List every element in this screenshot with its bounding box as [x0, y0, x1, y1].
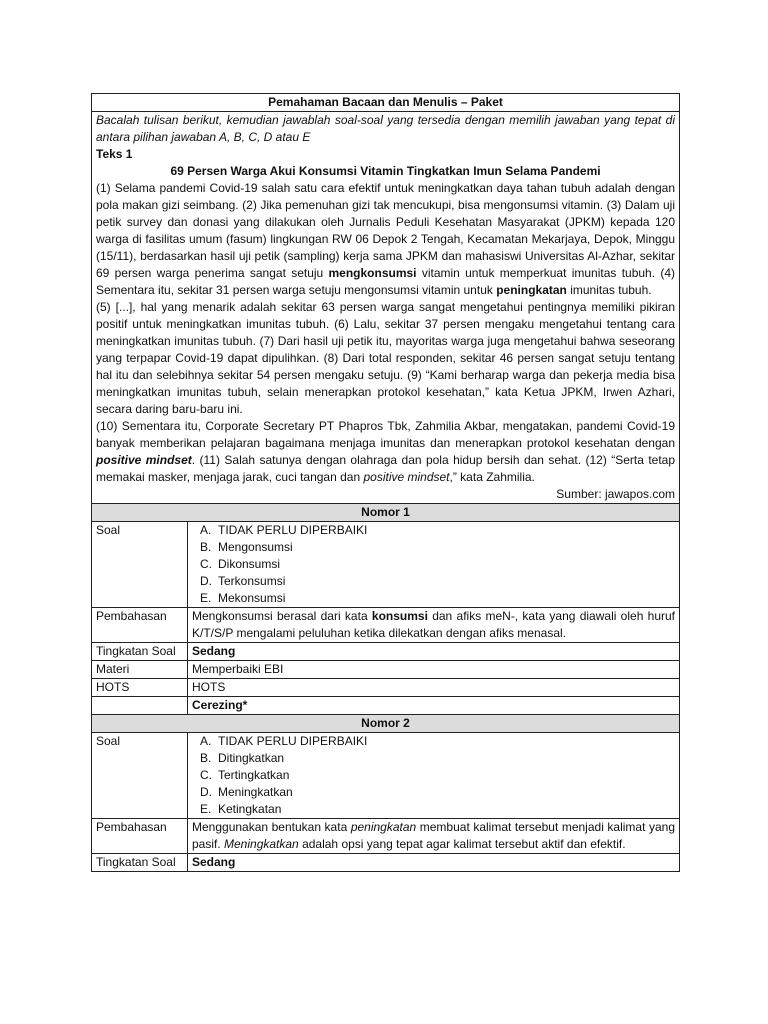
option-text: Ditingkatkan — [218, 751, 285, 765]
option-item — [200, 539, 675, 556]
q1-hots-row — [92, 679, 680, 697]
option-text: TIDAK PERLU DIPERBAIKI — [218, 734, 368, 748]
option-key: D. — [200, 574, 212, 588]
paragraph-3-part: (10) Sementara itu, Corporate Secretary PT Phapros Tbk, Zahmilia Akbar, mengatakan, pandemi Covid-19 banyak memberikan pelajaran bagaimana menjaga imunitas dan menerapkan protokol kesehatan dengan — [96, 419, 676, 450]
q2-header-row — [92, 715, 680, 733]
paragraph-2: (5) [...], hal yang menarik adalah sekitar 63 persen warga sangat mengetahui pentingnya memiliki pikiran positif untuk meningkatkan imunitas tubuh. (6) Lalu, sekitar 37 persen mengaku mengetahui tentang cara meningkatkan imunitas tubuh. (7) Dari hasil uji petik itu, mayoritas warga juga mengetahui bahwa seseorang yang terpapar Covid-19 dapat dipulihkan. (8) Dari total responden, sekitar 46 persen sangat setuju tentang hal itu dan selebihnya sekitar 54 persen mengaku setuju. (9) “Kami berharap warga dan pekerja media bisa meningkatkan imunitas tubuh, selain menerapkan protokol kesehatan,” kata Ketua JPKM, Irwen Azhari, secara daring baru-baru ini. — [96, 300, 676, 416]
q1-options — [192, 522, 675, 607]
paragraph-1 — [96, 180, 675, 299]
q2-tingkatan: Sedang — [188, 854, 680, 872]
option-key: B. — [200, 751, 212, 765]
empty-cell — [92, 697, 188, 715]
option-key: C. — [200, 557, 212, 571]
q1-soal-row — [92, 522, 680, 608]
option-text: Dikonsumsi — [218, 557, 281, 571]
paragraph-3-part: . (11) Salah satunya dengan olahraga dan pola hidup bersih dan sehat. (12) “Serta tetap memakai masker, menjaga jarak, cuci tangan dan — [96, 453, 676, 484]
option-item — [200, 733, 675, 750]
option-text: Mekonsumsi — [218, 591, 286, 605]
pembahasan-part: Mengkonsumsi berasal dari kata — [192, 609, 372, 623]
label-hots: HOTS — [92, 679, 188, 697]
q1-materi-row — [92, 661, 680, 679]
q2-soal-row — [92, 733, 680, 819]
italic-positive-mindset: positive mindset — [363, 470, 450, 484]
paragraph-3 — [96, 418, 675, 486]
pembahasan-part: Menggunakan bentukan kata — [192, 820, 351, 834]
q2-options-cell — [188, 733, 680, 819]
highlight-positive-mindset: positive mindset — [96, 453, 192, 467]
option-key: E. — [200, 802, 212, 816]
q1-materi: Memperbaiki EBI — [188, 661, 680, 679]
document-page — [91, 93, 679, 872]
q1-tingkatan: Sedang — [188, 643, 680, 661]
label-pembahasan: Pembahasan — [92, 819, 188, 854]
q2-header: Nomor 2 — [92, 715, 680, 733]
pembahasan-part: membuat kalimat tersebut menjadi kalimat yang pasif. — [192, 820, 676, 851]
passage-row — [92, 112, 680, 504]
label-materi: Materi — [92, 661, 188, 679]
page-title: Pemahaman Bacaan dan Menulis – Paket — [92, 94, 680, 112]
pembahasan-keyword: konsumsi — [371, 609, 428, 623]
label-tingkatan: Tingkatan Soal — [92, 643, 188, 661]
article-title: 69 Persen Warga Akui Konsumsi Vitamin Tingkatkan Imun Selama Pandemi — [170, 164, 601, 178]
label-soal: Soal — [92, 733, 188, 819]
instruction-text: Bacalah tulisan berikut, kemudian jawablah soal-soal yang tersedia dengan memilih jawaban yang tepat di antara pilihan jawaban A, B, C, D atau E — [96, 113, 676, 144]
q1-hots: HOTS — [188, 679, 680, 697]
q1-tag-row — [92, 697, 680, 715]
option-item — [200, 767, 675, 784]
q1-tingkatan-row — [92, 643, 680, 661]
paragraph-1-part: imunitas tubuh. — [566, 283, 652, 297]
pembahasan-italic: peningkatan — [350, 820, 417, 834]
option-key: B. — [200, 540, 212, 554]
option-text: Meningkatkan — [218, 785, 293, 799]
q1-tag: Cerezing* — [188, 697, 680, 715]
label-pembahasan: Pembahasan — [92, 608, 188, 643]
q2-pembahasan — [188, 819, 680, 854]
option-text: Mengonsumsi — [218, 540, 293, 554]
pembahasan-italic: Meningkatkan — [224, 837, 299, 851]
option-item — [200, 784, 675, 801]
label-soal: Soal — [92, 522, 188, 608]
highlight-peningkatan: peningkatan — [496, 283, 567, 297]
text-label: Teks 1 — [96, 147, 133, 161]
option-key: A. — [200, 523, 212, 537]
pembahasan-part: dan afiks meN-, kata yang diawali oleh huruf K/T/S/P mengalami peluluhan ketika dilekatkan dengan afiks menasal. — [192, 609, 676, 640]
source-credit: Sumber: jawapos.com — [556, 487, 676, 501]
highlight-mengkonsumsi: mengkonsumsi — [328, 266, 417, 280]
q2-options — [192, 733, 675, 818]
option-key: A. — [200, 734, 212, 748]
passage-cell — [92, 112, 680, 504]
paragraph-1-part: (1) Selama pandemi Covid-19 salah satu cara efektif untuk meningkatkan daya tahan tubuh adalah dengan pola makan gizi seimbang. (2) Jika pemenuhan gizi tak mencukupi, bisa mengonsumsi vitamin. (3) Dalam uji petik survey dan donasi yang dilakukan oleh Jurnalis Peduli Kesehatan Masyarakat (JPKM) kepada 120 warga di fasilitas umum (fasum) lingkungan RW 06 Depok 2 Tengah, Kecamatan Mekarjaya, Depok, Minggu (15/11), berdasarkan hasil uji petik (sampling) kerja sama JPKM dan mahasiswi Universitas Al-Azhar, sekitar 69 persen warga penerima sangat setuju — [96, 181, 676, 280]
option-item — [200, 573, 675, 590]
option-key: E. — [200, 591, 212, 605]
option-item — [200, 750, 675, 767]
option-key: D. — [200, 785, 212, 799]
q2-tingkatan-row — [92, 854, 680, 872]
option-text: TIDAK PERLU DIPERBAIKI — [218, 523, 368, 537]
q1-pembahasan-row — [92, 608, 680, 643]
paragraph-3-part: ,” kata Zahmilia. — [449, 470, 535, 484]
option-item — [200, 556, 675, 573]
option-item — [200, 522, 675, 539]
option-text: Tertingkatkan — [218, 768, 290, 782]
option-key: C. — [200, 768, 212, 782]
q1-options-cell — [188, 522, 680, 608]
q1-header: Nomor 1 — [92, 504, 680, 522]
label-tingkatan: Tingkatan Soal — [92, 854, 188, 872]
q1-header-row — [92, 504, 680, 522]
option-text: Ketingkatan — [218, 802, 282, 816]
question-table — [91, 93, 680, 872]
pembahasan-part: adalah opsi yang tepat agar kalimat tersebut aktif dan efektif. — [298, 837, 626, 851]
title-row — [92, 94, 680, 112]
option-item — [200, 801, 675, 818]
paragraph-1-part: vitamin untuk memperkuat imunitas tubuh. (4) Sementara itu, sekitar 31 persen warga setuju mengonsumsi vitamin untuk — [96, 266, 675, 297]
q1-pembahasan — [188, 608, 680, 643]
option-text: Terkonsumsi — [218, 574, 286, 588]
q2-pembahasan-row — [92, 819, 680, 854]
option-item — [200, 590, 675, 607]
